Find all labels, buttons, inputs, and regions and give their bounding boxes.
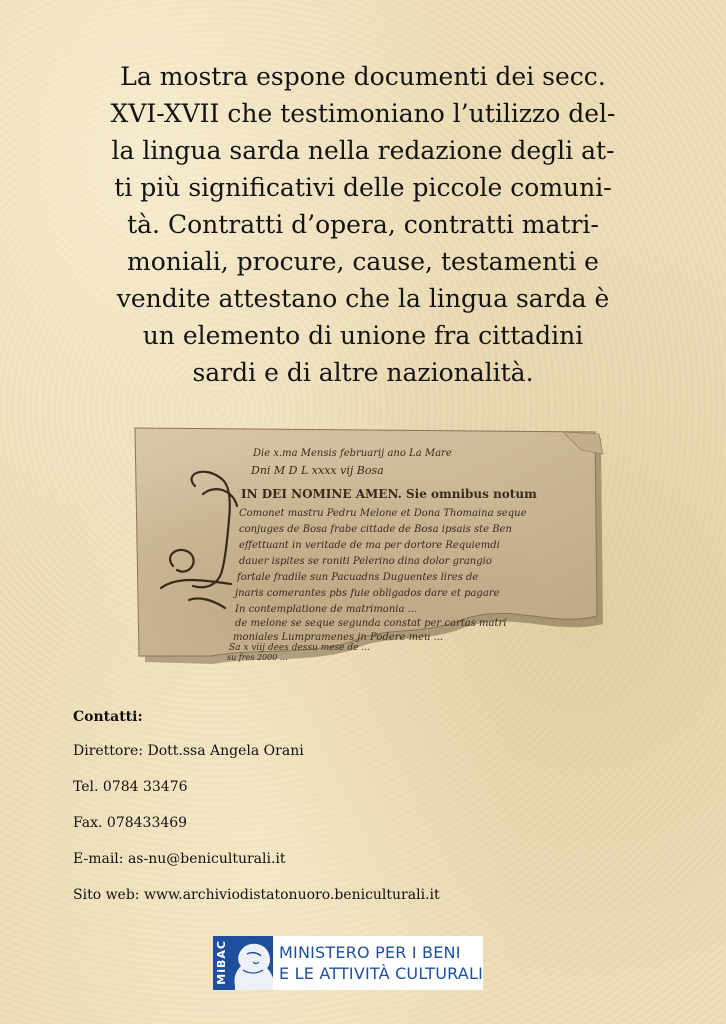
intro-line: tà. Contratti d’opera, contratti matri- — [127, 210, 599, 239]
intro-line: La mostra espone documenti dei secc. — [120, 62, 606, 91]
director-line: Direttore: Dott.ssa Angela Orani — [73, 743, 304, 759]
logo-line-1: MINISTERO PER I BENI — [279, 943, 461, 962]
logo-words — [273, 936, 483, 990]
manuscript-line: Die x.ma Mensis februarij ano La Mare — [253, 448, 452, 459]
manuscript-line: In contemplatione de matrimonia ... — [235, 604, 418, 615]
intro-line: un elemento di unione fra cittadini — [142, 321, 584, 350]
intro-line: moniali, procure, cause, testamenti e — [127, 247, 599, 276]
website-line[interactable]: Sito web: www.archiviodistatonuoro.beniculturali.it — [73, 887, 440, 903]
intro-paragraph — [60, 58, 666, 391]
email-line[interactable]: E-mail: as-nu@beniculturali.it — [73, 851, 286, 867]
mibac-mark — [213, 936, 273, 990]
intro-line: vendite attestano che la lingua sarda è — [116, 284, 610, 313]
manuscript-image — [133, 424, 605, 664]
intro-line: ti più significativi delle piccole comuni- — [114, 173, 612, 202]
manuscript-line: moniales Lumpramenes jn Podere meu ... — [233, 632, 444, 643]
mibac-logo — [213, 936, 483, 990]
contacts-heading: Contatti: — [73, 709, 143, 725]
statue-head-icon — [213, 936, 273, 990]
manuscript-line: su fres 2000 ... — [227, 653, 288, 662]
manuscript-line: IN DEI NOMINE AMEN. Sie omnibus notum — [241, 487, 537, 501]
contacts-section — [73, 708, 633, 922]
manuscript-line: Comonet mastru Pedru Melone et Dona Thomaina seque — [239, 508, 527, 519]
mibac-mark-text: MiBAC — [215, 940, 228, 985]
intro-line: la lingua sarda nella redazione degli at- — [111, 136, 615, 165]
fax-line: Fax. 078433469 — [73, 815, 188, 831]
manuscript-line: fortale fradile sun Pacuadns Duguentes lires de — [237, 572, 479, 583]
manuscript-line: effettuant in veritade de ma per dortore Requiemdi — [239, 540, 500, 551]
manuscript-svg — [133, 424, 605, 664]
manuscript-line: conjuges de Bosa frabe cittade de Bosa ipsais ste Ben — [239, 524, 512, 535]
logo-line-2: E LE ATTIVITÀ CULTURALI — [279, 964, 483, 983]
manuscript-line: de melone se seque segunda constat per cartas matri — [235, 618, 507, 629]
manuscript-line: Sa x viij dees dessu mese de ... — [229, 643, 370, 653]
manuscript-line: dauer ispites se roniti Pelerino dina dolor grangio — [239, 556, 492, 567]
manuscript-line: jnaris comerantes pbs fuie obligados dare et pagare — [235, 588, 500, 599]
manuscript-line: Dni M D L xxxx vij Bosa — [251, 464, 384, 477]
intro-line: XVI-XVII che testimoniano l’utilizzo del- — [110, 99, 616, 128]
phone-line: Tel. 0784 33476 — [73, 779, 188, 795]
intro-line: sardi e di altre nazionalità. — [192, 358, 534, 387]
